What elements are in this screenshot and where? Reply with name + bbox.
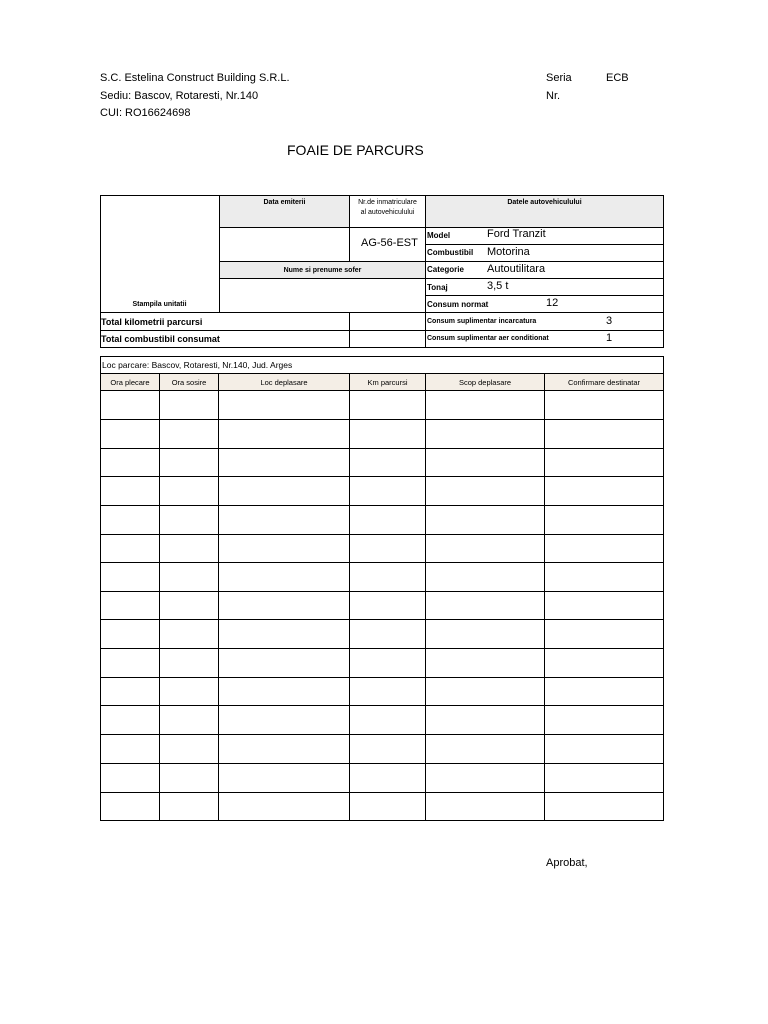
log-row-line: [100, 591, 664, 592]
log-row-line: [100, 820, 664, 821]
seria-value: ECB: [606, 72, 629, 84]
log-row-line: [100, 763, 664, 764]
total-combustibil-label: Total combustibil consumat: [101, 334, 220, 344]
company-cui: CUI: RO16624698: [100, 107, 191, 119]
loc-parcare: Loc parcare: Bascov, Rotaresti, Nr.140, Jud. Arges: [102, 360, 293, 370]
log-row-line: [100, 562, 664, 563]
log-row-line: [100, 677, 664, 678]
log-row-line: [100, 792, 664, 793]
categorie-value: Autoutilitara: [487, 263, 546, 275]
log-row-line: [100, 534, 664, 535]
consum-incarcatura-value: 3: [606, 315, 613, 327]
nr-inmatriculare-value: AG-56-EST: [361, 237, 418, 249]
company-address: Sediu: Bascov, Rotaresti, Nr.140: [100, 90, 259, 102]
aprobat-label: Aprobat,: [546, 857, 588, 869]
log-column-line: [159, 373, 160, 821]
categorie-label: Categorie: [427, 265, 464, 274]
company-name: S.C. Estelina Construct Building S.R.L.: [100, 72, 290, 84]
document-title: FOAIE DE PARCURS: [287, 142, 424, 158]
nr-inmatriculare-label-2: al autovehiculului: [360, 209, 415, 216]
datele-autovehiculului-label: Datele autovehiculului: [507, 199, 582, 206]
log-row-line: [100, 505, 664, 506]
consum-normat-value: 12: [546, 297, 559, 309]
log-row-line: [100, 648, 664, 649]
log-row-line: [100, 734, 664, 735]
tonaj-value: 3,5 t: [487, 280, 509, 292]
model-label: Model: [427, 231, 451, 240]
col-km-parcursi: Km parcursi: [367, 378, 408, 387]
log-row-line: [100, 705, 664, 706]
log-column-line: [218, 373, 219, 821]
col-ora-plecare: Ora plecare: [110, 378, 150, 387]
log-column-line: [349, 373, 350, 821]
log-column-line: [425, 373, 426, 821]
col-loc-deplasare: Loc deplasare: [260, 378, 308, 387]
log-row-line: [100, 390, 664, 391]
combustibil-label: Combustibil: [427, 248, 474, 257]
nr-label: Nr.: [546, 90, 561, 102]
total-km-label: Total kilometrii parcursi: [101, 317, 203, 327]
consum-normat-label: Consum normat: [427, 300, 489, 309]
seria-label: Seria: [546, 72, 572, 84]
consum-incarcatura-label: Consum suplimentar incarcatura: [427, 318, 537, 325]
tonaj-label: Tonaj: [427, 283, 448, 292]
nr-inmatriculare-label-1: Nr.de inmatriculare: [358, 199, 417, 206]
consum-aer-value: 1: [606, 332, 613, 344]
log-column-line: [544, 373, 545, 821]
log-row-line: [100, 448, 664, 449]
col-ora-sosire: Ora sosire: [171, 378, 207, 387]
consum-aer-label: Consum suplimentar aer conditionat: [427, 335, 549, 342]
col-confirmare-destinatar: Confirmare destinatar: [567, 378, 641, 387]
data-emiterii-label: Data emiterii: [263, 199, 306, 206]
model-value: Ford Tranzit: [487, 228, 546, 240]
combustibil-value: Motorina: [487, 246, 530, 258]
nume-sofer-label: Nume si prenume sofer: [283, 267, 362, 274]
log-row-line: [100, 419, 664, 420]
stampila-label: Stampila unitatii: [132, 301, 187, 308]
log-row-line: [100, 619, 664, 620]
col-scop-deplasare: Scop deplasare: [458, 378, 512, 387]
log-row-line: [100, 476, 664, 477]
